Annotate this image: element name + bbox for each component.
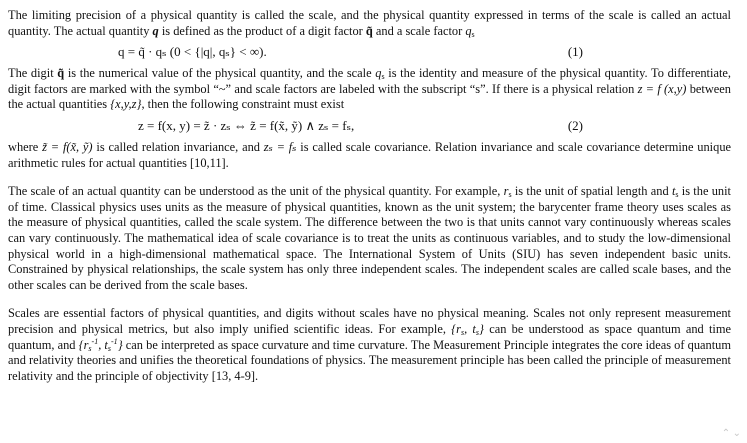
symbol-q-tilde: q̃	[365, 23, 373, 38]
subscript-s: s	[508, 190, 512, 200]
text-run: is the unit of time. Classical physics uses units as the measure of physical quantities, known as the unit system; the barycenter frame theory uses scales as the measure of physical quantities, called the scale system. The difference between the two is that units cannot vary continuously whereas scales can vary continuously. The mathematical idea of scale covariance is to treat the units as continuous variables, and to study the low-dimensional physical world in a high-dimensional mathematical space. The International System of Units (SIU) has seven independent basic units. Constrained by physical relationships, the scale system has only three independent scales. The independent scales are called scale bases, and the other scales can be derived from the scale bases.	[8, 184, 731, 292]
text-run: can be interpreted as space curvature and time curvature. The Measurement Principle integrates the core ideas of quantum and relativity theories and unifies the theoretical foundations of physics. The measurement principle has been called the principle of measurement relativity and the principle of objectivity [13, 4-9].	[8, 337, 732, 383]
equation-2-formula: z = f(x, y) = z̃ · zₛ ⇔ z̃ = f(x̃, ỹ) ∧ zₛ = fₛ,	[138, 117, 355, 133]
page-corner-mark: ⌃ ⌄	[721, 428, 741, 440]
paragraph-scale-definition	[8, 8, 731, 39]
text-run: between the actual quantities	[8, 81, 731, 112]
equation-1-formula: q = q̃ · qₛ (0 < {|q|, qₛ} < ∞).	[118, 44, 267, 60]
equation-1	[8, 42, 731, 62]
symbol-q-tilde: q̃	[57, 66, 65, 81]
text-run: is defined as the product of a digit factor	[158, 23, 366, 38]
text-run: is the unit of spatial length and	[511, 184, 672, 199]
subscript-s: s	[381, 72, 385, 82]
scale-covariance-formula: zₛ = fₛ	[263, 139, 297, 154]
text-run: , then the following constraint must exist	[141, 97, 345, 112]
text-run: and a scale factor	[372, 23, 466, 38]
paragraph-gap	[8, 171, 731, 184]
relation-z-f-xy: z = f (x,y)	[637, 81, 687, 96]
text-run: is called scale covariance. Relation invariance and scale covariance determine unique arithmetic rules for actual quantities [10,11].	[8, 139, 732, 170]
symbol-q-scale: q	[375, 66, 382, 81]
symbol-q: q	[152, 23, 159, 38]
subscript-s: s	[675, 190, 679, 200]
paragraph-scale-as-unit	[8, 184, 731, 293]
text-run: is the numerical value of the physical quantity, and the scale	[64, 66, 376, 81]
text-run: The scale of an actual quantity can be understood as the unit of the physical quantity. For example,	[8, 184, 504, 199]
text-run: is the identity and measure of the physical quantity. To differentiate, digit factors are marked with the symbol “~” and scale factors are labeled with the subscript “s”. If there is a physical relation	[8, 66, 731, 96]
equation-2	[8, 116, 731, 136]
text-run: can be understood as space quantum and time quantum, and	[8, 321, 731, 352]
paragraph-scales-essential	[8, 306, 731, 384]
equation-2-number: (2)	[567, 117, 583, 133]
equation-1-number: (1)	[567, 44, 583, 60]
text-run: is called relation invariance, and	[92, 139, 264, 154]
subscript-s: s	[471, 29, 475, 39]
set-r-t: {$r_s$, $t_s$}	[451, 321, 484, 337]
text-run: Scales are essential factors of physical quantities, and digits without scales have no physical meaning. Scales not only represent measurement precision and physical metrics, but also imply unified scientific ideas. For example,	[8, 306, 731, 336]
symbol-r: r	[503, 184, 509, 199]
text-run: The digit	[8, 66, 58, 81]
paragraph-digit-scale	[8, 66, 731, 113]
symbol-q-scale: q	[465, 23, 472, 38]
symbol-t: t	[671, 184, 676, 199]
set-r-t-inverse: {$r_s^{-1}$, $t_s^{-1}$}	[78, 336, 123, 353]
set-xyz: {x,y,z}	[110, 97, 142, 112]
text-run: The limiting precision of a physical quantity is called the scale, and the physical quantity expressed in terms of the scale is called an actual quantity. The actual quantity	[8, 8, 731, 38]
paragraph-relation-invariance	[8, 140, 731, 171]
text-run: where	[8, 139, 43, 154]
relation-invariance-formula: z̃ = f(x̃, ỹ)	[42, 139, 93, 154]
paragraph-gap	[8, 293, 731, 306]
